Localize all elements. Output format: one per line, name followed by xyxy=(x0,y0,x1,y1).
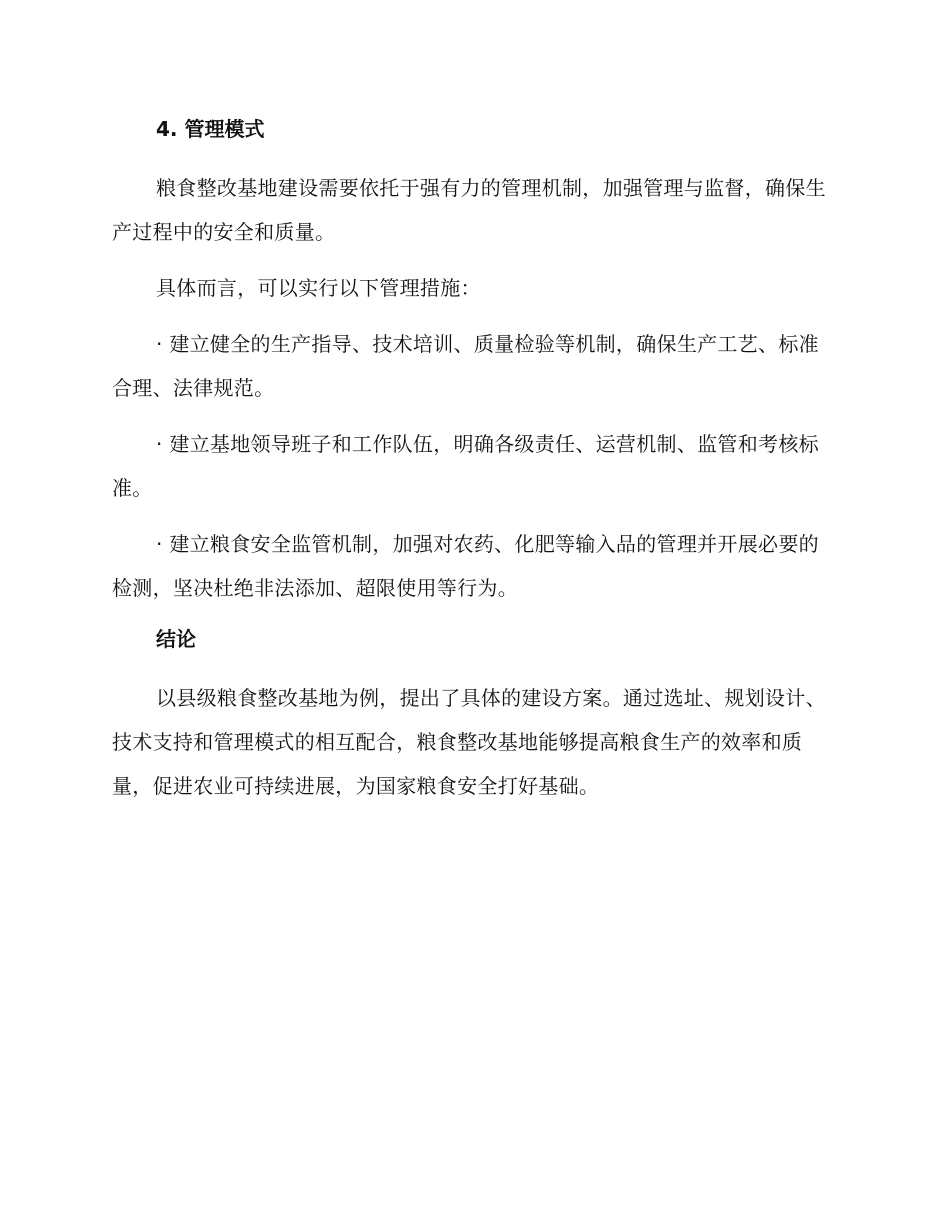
bullet-item-2: · 建立基地领导班子和工作队伍，明确各级责任、运营机制、监管和考核标准。 xyxy=(112,432,819,500)
paragraph-conclusion: 以县级粮食整改基地为例，提出了具体的建设方案。通过选址、规划设计、技术支持和管理模式的相互配合，粮食整改基地能够提高粮食生产的效率和质量，促进农业可持续进展，为国家粮食安全打好基础。 xyxy=(112,686,826,798)
section-heading-conclusion: 结论 xyxy=(156,627,196,651)
bullet-item-1: · 建立健全的生产指导、技术培训、质量检验等机制，确保生产工艺、标准合理、法律规范。 xyxy=(112,332,819,400)
document-body xyxy=(112,112,832,820)
paragraph-intro: 粮食整改基地建设需要依托于强有力的管理机制，加强管理与监督，确保生产过程中的安全和质量。 xyxy=(112,176,826,244)
section-heading-management-model: 4. 管理模式 xyxy=(156,117,265,141)
bullet-item-3: · 建立粮食安全监管机制，加强对农药、化肥等输入品的管理并开展必要的检测，坚决杜绝非法添加、超限使用等行为。 xyxy=(112,532,819,600)
paragraph-measures-intro: 具体而言，可以实行以下管理措施： xyxy=(156,276,481,300)
